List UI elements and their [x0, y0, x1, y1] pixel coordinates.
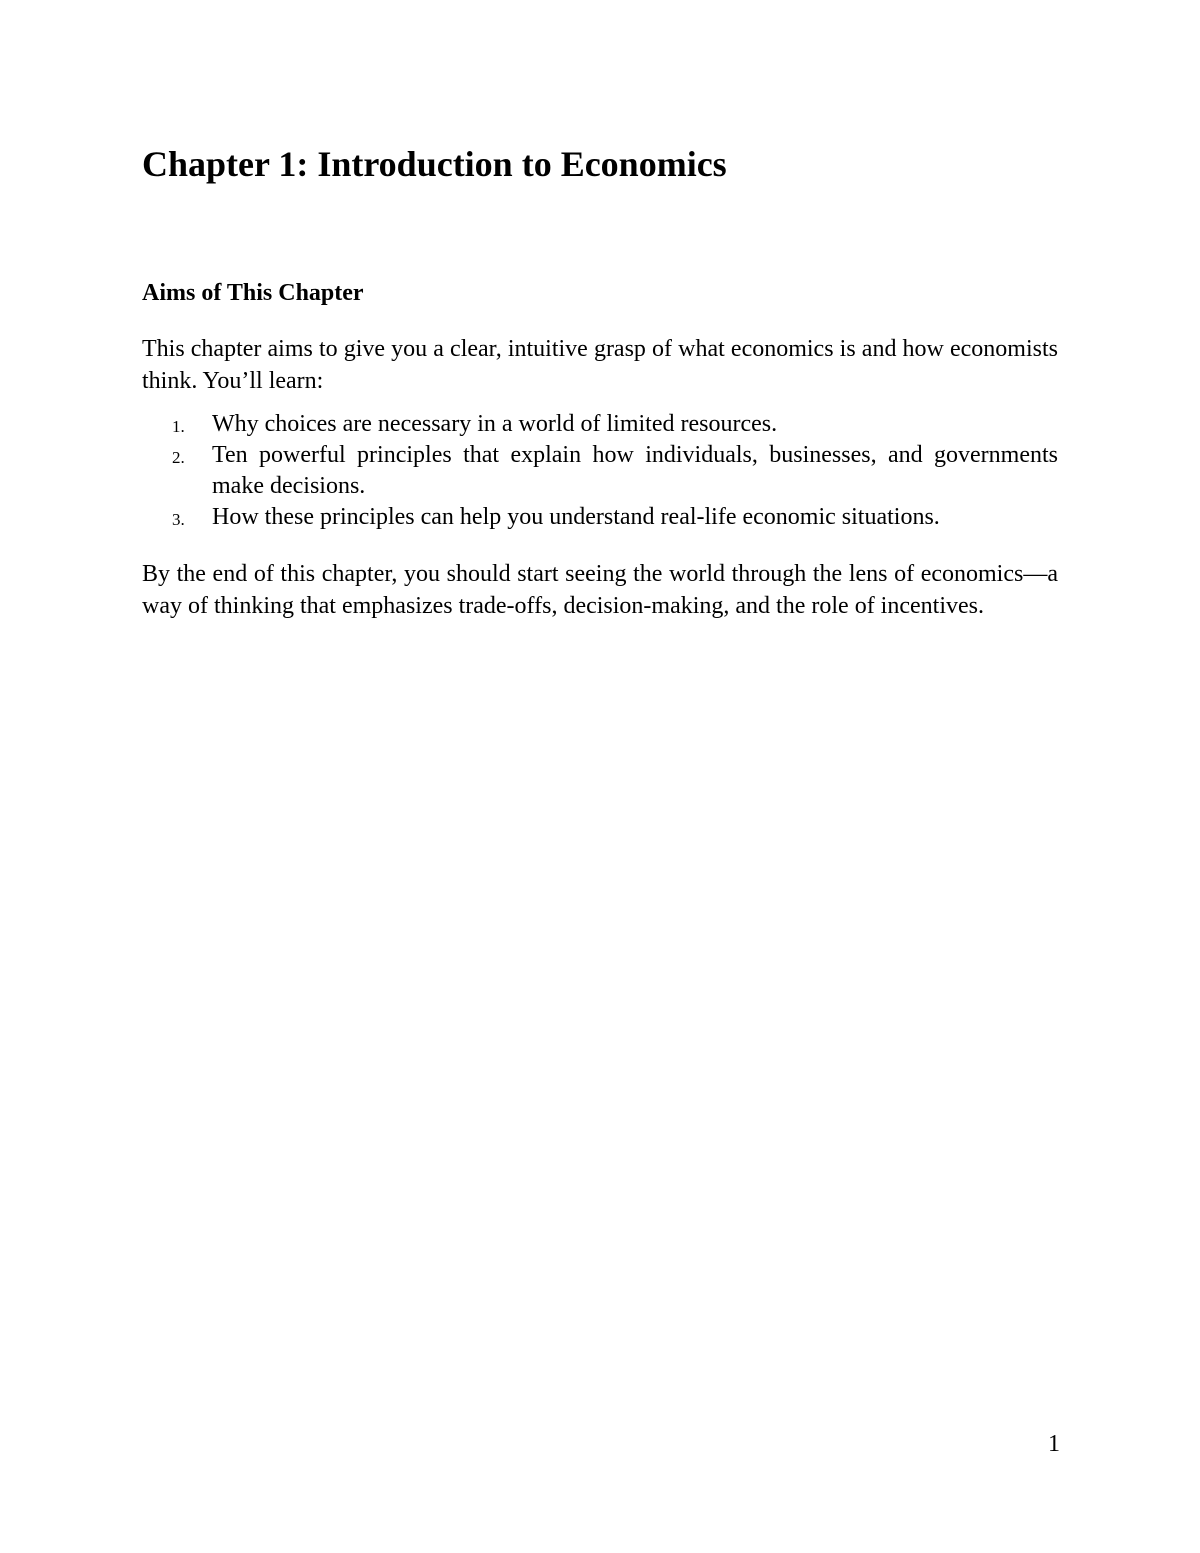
list-item: [142, 409, 1058, 440]
intro-paragraph: This chapter aims to give you a clear, intuitive grasp of what economics is and how economists think. You’ll learn:: [142, 336, 1058, 394]
list-item-text: How these principles can help you understand real-life economic situations.: [212, 504, 940, 530]
list-item-number: 1.: [172, 417, 185, 436]
list-item-number: 3.: [172, 510, 185, 529]
list-item: [142, 502, 1058, 533]
closing-paragraph: By the end of this chapter, you should start seeing the world through the lens of economics—a way of thinking that emphasizes trade-offs, decision-making, and the role of incentives.: [142, 561, 1058, 619]
list-item-text: Why choices are necessary in a world of limited resources.: [212, 411, 778, 437]
chapter-title: Chapter 1: Introduction to Economics: [142, 144, 727, 184]
list-item: [142, 440, 1058, 502]
aims-list: [142, 409, 1058, 533]
list-item-number: 2.: [172, 448, 185, 467]
page-number: 1: [1048, 1431, 1060, 1457]
page-content: [142, 140, 1058, 622]
list-item-text: Ten powerful principles that explain how individuals, businesses, and governments make decisions.: [212, 442, 1058, 499]
section-heading: Aims of This Chapter: [142, 280, 364, 306]
